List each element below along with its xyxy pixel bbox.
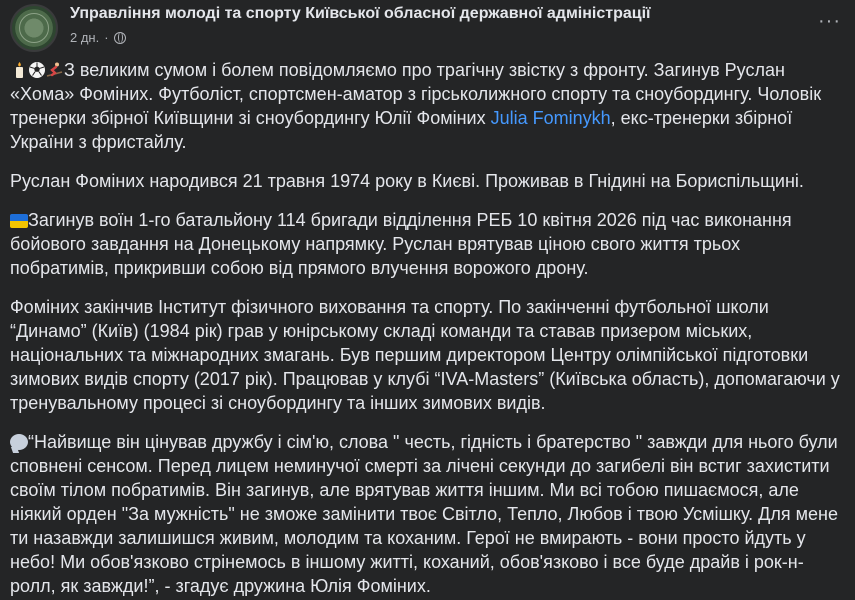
soccer-ball-icon xyxy=(28,61,46,79)
speech-bubble-icon xyxy=(10,434,28,450)
paragraph-1 xyxy=(10,58,843,154)
paragraph-3-text: Загинув воїн 1-го батальйону 114 бригади відділення РЕБ 10 квітня 2026 під час виконання бойового завдання на Донецькому напрямку. Руслан врятував ціною свого життя трьох побратимів, прикривши собою від прямого влучення ворожого дрону. xyxy=(10,210,792,278)
post-text xyxy=(10,58,843,600)
avatar-emblem-icon xyxy=(19,13,49,43)
mention-link[interactable]: Julia Fominykh xyxy=(490,108,611,128)
paragraph-4: Фоміних закінчив Інститут фізичного виховання та спорту. По закінченні футбольної школи “Динамо” (Київ) (1984 рік) грав у юнірському складі команди та ставав призером міських, національних та міжнародних змагань. Був першим директором Центру олімпійської підготовки зимових видів спорту (2017 рік). Працював у клубі “IVA-Masters” (Київська область), допомагаючи у тренувальному процесі зі сноубордингу та інших зимових видів. xyxy=(10,297,840,413)
post-header xyxy=(10,2,845,52)
ukraine-flag-icon xyxy=(10,214,28,228)
paragraph-3 xyxy=(10,208,843,280)
paragraph-5-text: “Найвище він цінував дружбу і сім'ю, слова " честь, гідність і братерство " завжди для нього були сповнені сенсом. Перед лицем неминучої смерті за лічені секунди до загибелі він встиг захистити своїм тілом побратимів. Він загинув, але врятував життя іншим. Ми всі тобою пишаємося, але ніякий орден "За мужність" не зможе замінити твоє Світло, Тепло, Любов і твою Усмішку. Для мене ти назавжди залишишся живим, молодим та коханим. Герої не вмирають - вони просто йдуть у небо! Ми обов'язково стрінемось в іншому житті, коханий, обов'язково і все буде драйв і рок-н-ролл, як завжди!”, - згадує дружина Юлія Фоміних. xyxy=(10,432,838,596)
meta-separator: · xyxy=(104,30,109,45)
paragraph-2: Руслан Фоміних народився 21 травня 1974 року в Києві. Проживав в Гнідині на Бориспільщині. xyxy=(10,171,804,191)
page-name-link[interactable]: Управління молоді та спорту Київської обласної державної адміністрації xyxy=(70,5,651,22)
post-timestamp[interactable]: 2 дн. xyxy=(70,30,100,45)
paragraph-1-text: З великим сумом і болем повідомляємо про трагічну звістку з фронту. Загинув Руслан «Хома» Фоміних. Футболіст, спортсмен-аматор з гірськолижного спорту та сноубордингу. Чоловік тренерки збірної Київщини зі сноубордингу Юлії Фоміних xyxy=(10,60,822,128)
page-avatar[interactable] xyxy=(10,4,58,52)
post-meta xyxy=(70,30,126,45)
globe-icon[interactable] xyxy=(114,32,126,44)
more-icon[interactable]: ··· xyxy=(818,10,841,32)
paragraph-1-tail: , екс-тренерки збірної України з фристайлу. xyxy=(10,108,793,152)
paragraph-5 xyxy=(10,430,843,598)
candle-icon xyxy=(10,61,28,79)
skier-icon xyxy=(46,61,64,79)
